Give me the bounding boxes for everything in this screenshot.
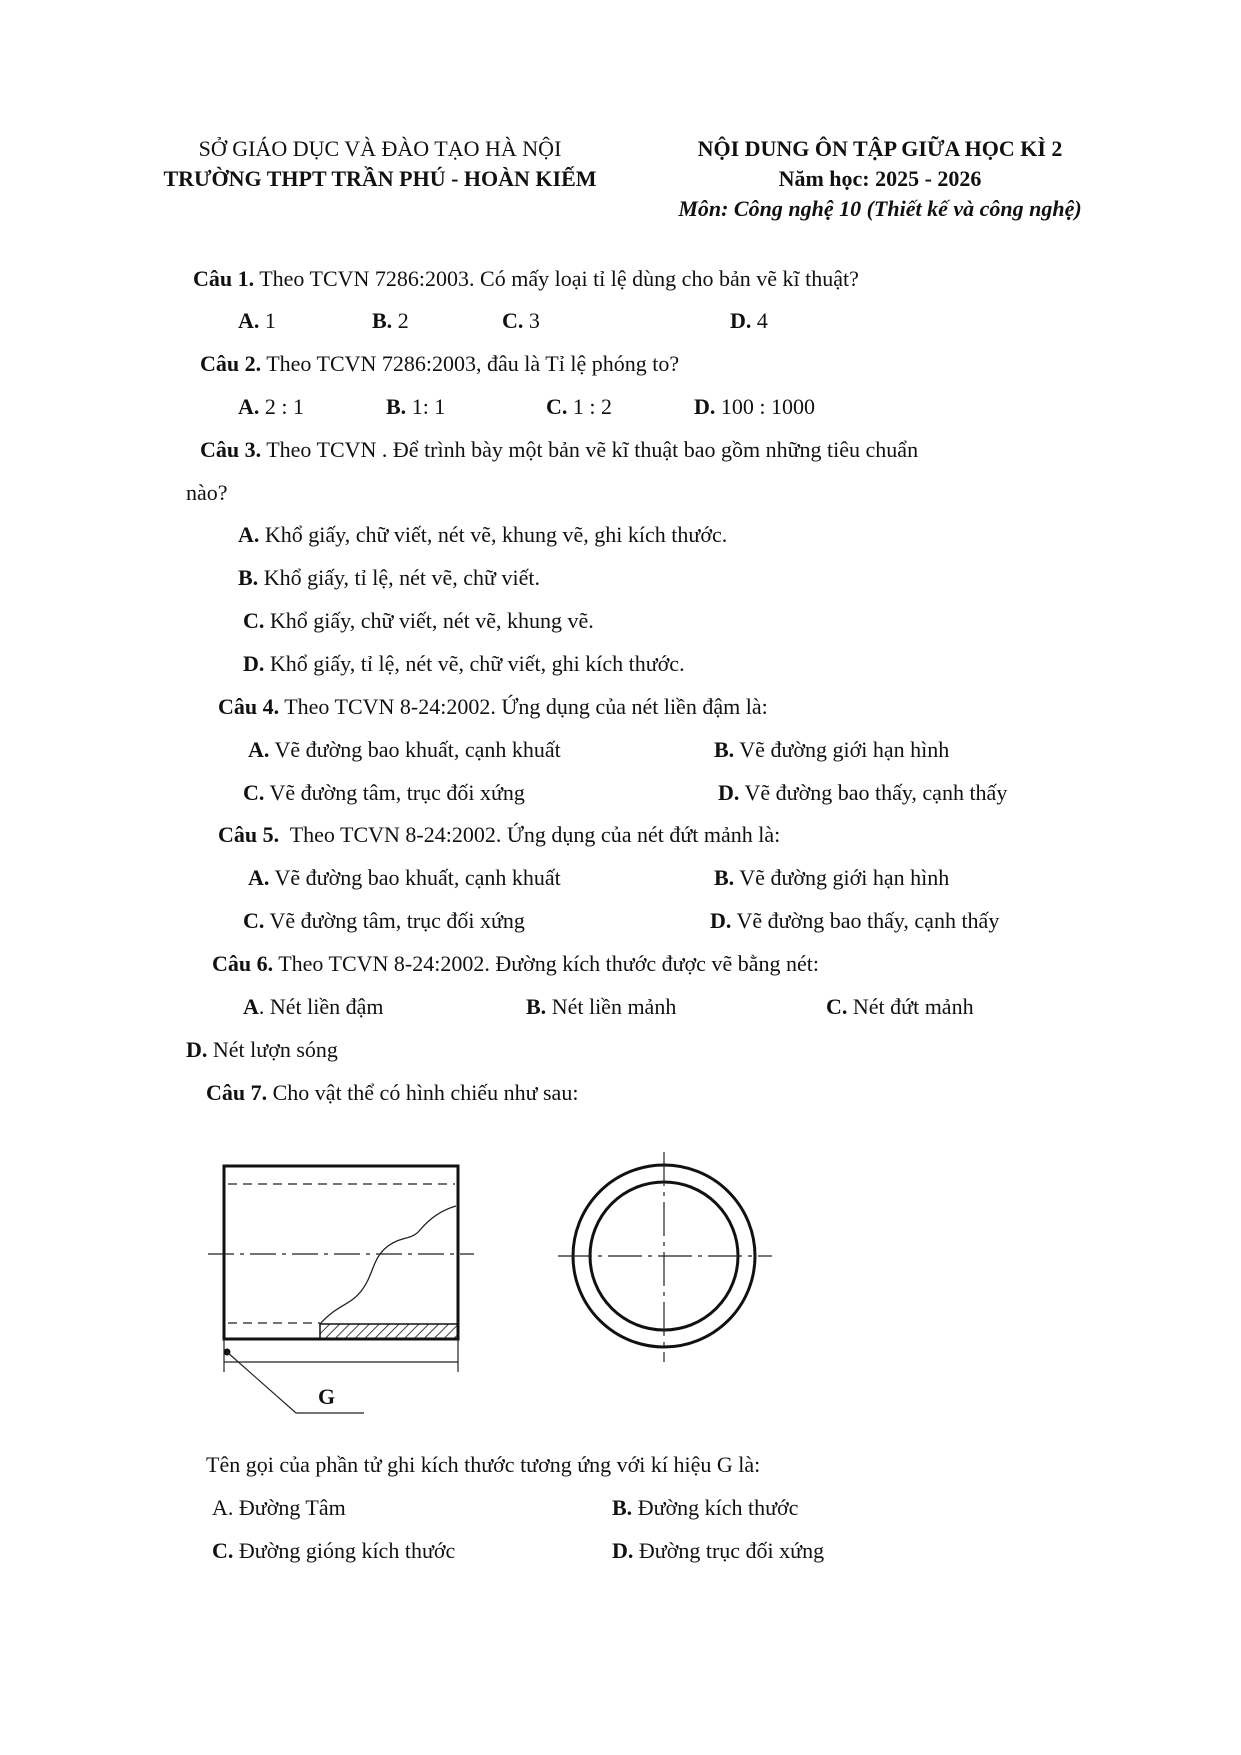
header-left [130, 134, 630, 194]
department-name: SỞ GIÁO DỤC VÀ ĐÀO TẠO HÀ NỘI [198, 136, 562, 161]
document-title: NỘI DUNG ÔN TẬP GIỮA HỌC KÌ 2 [697, 136, 1063, 161]
question-7: Câu 7. Cho vật thể có hình chiếu như sau: [206, 1080, 579, 1105]
school-year: Năm học: 2025 - 2026 [778, 166, 982, 191]
q3-option-c: C. Khổ giấy, chữ viết, nét vẽ, khung vẽ. [243, 608, 594, 633]
q4-option-c: C. Vẽ đường tâm, trục đối xứng [243, 780, 525, 805]
question-6: Câu 6. Theo TCVN 8-24:2002. Đường kích thước được vẽ bằng nét: [212, 951, 819, 976]
q5-option-d: D. Vẽ đường bao thấy, cạnh thấy [710, 908, 1000, 933]
q2-option-d: D. 100 : 1000 [694, 394, 816, 419]
subject-name: Môn: Công nghệ 10 (Thiết kế và công nghệ) [678, 196, 1082, 221]
q5-option-c: C. Vẽ đường tâm, trục đối xứng [243, 908, 525, 933]
q1-option-b: B. 2 [372, 308, 409, 333]
question-2: Câu 2. Theo TCVN 7286:2003, đâu là Tỉ lệ phóng to? [200, 351, 680, 376]
q4-option-d: D. Vẽ đường bao thấy, cạnh thấy [718, 780, 1008, 805]
q5-option-a: A. Vẽ đường bao khuất, cạnh khuất [248, 865, 561, 890]
q2-option-c: C. 1 : 2 [546, 394, 613, 419]
q1-option-c: C. 3 [502, 308, 540, 333]
q7-option-c: C. Đường gióng kích thước [212, 1538, 456, 1563]
q1-option-a: A. 1 [238, 308, 276, 333]
q1-option-d: D. 4 [730, 308, 768, 333]
q6-option-d: D. Nét lượn sóng [186, 1037, 338, 1062]
question-3-cont: nào? [186, 480, 228, 505]
figure-label-g: G [318, 1384, 336, 1409]
question-5: Câu 5. Theo TCVN 8-24:2002. Ứng dụng của nét đứt mảnh là: [218, 822, 781, 847]
q2-option-b: B. 1: 1 [386, 394, 446, 419]
q7-option-a: A. Đường Tâm [212, 1495, 346, 1520]
q6-option-b: B. Nét liền mảnh [526, 994, 677, 1019]
side-view [558, 1152, 772, 1362]
question-3: Câu 3. Theo TCVN . Để trình bày một bản vẽ kĩ thuật bao gồm những tiêu chuẩn [200, 437, 919, 462]
q3-option-d: D. Khổ giấy, tỉ lệ, nét vẽ, chữ viết, ghi kích thước. [243, 651, 685, 676]
question-4: Câu 4. Theo TCVN 8-24:2002. Ứng dụng của nét liền đậm là: [218, 694, 768, 719]
q4-option-b: B. Vẽ đường giới hạn hình [714, 737, 950, 762]
q6-option-a: A. Nét liền đậm [243, 994, 384, 1019]
q7-option-b: B. Đường kích thước [612, 1495, 799, 1520]
q3-option-a: A. Khổ giấy, chữ viết, nét vẽ, khung vẽ, ghi kích thước. [238, 522, 728, 547]
q2-option-a: A. 2 : 1 [238, 394, 305, 419]
question-7-prompt: Tên gọi của phần tử ghi kích thước tương ứng với kí hiệu G là: [206, 1452, 761, 1477]
q7-option-d: D. Đường trục đối xứng [612, 1538, 825, 1563]
q6-option-c: C. Nét đứt mảnh [826, 994, 974, 1019]
q4-option-a: A. Vẽ đường bao khuất, cạnh khuất [248, 737, 561, 762]
header-right [640, 134, 1120, 224]
q3-option-b: B. Khổ giấy, tỉ lệ, nét vẽ, chữ viết. [238, 565, 540, 590]
question-1: Câu 1. Theo TCVN 7286:2003. Có mấy loại tỉ lệ dùng cho bản vẽ kĩ thuật? [193, 266, 859, 291]
school-name: TRƯỜNG THPT TRẦN PHÚ - HOÀN KIẾM [163, 166, 597, 191]
q5-option-b: B. Vẽ đường giới hạn hình [714, 865, 950, 890]
front-view [208, 1166, 474, 1413]
